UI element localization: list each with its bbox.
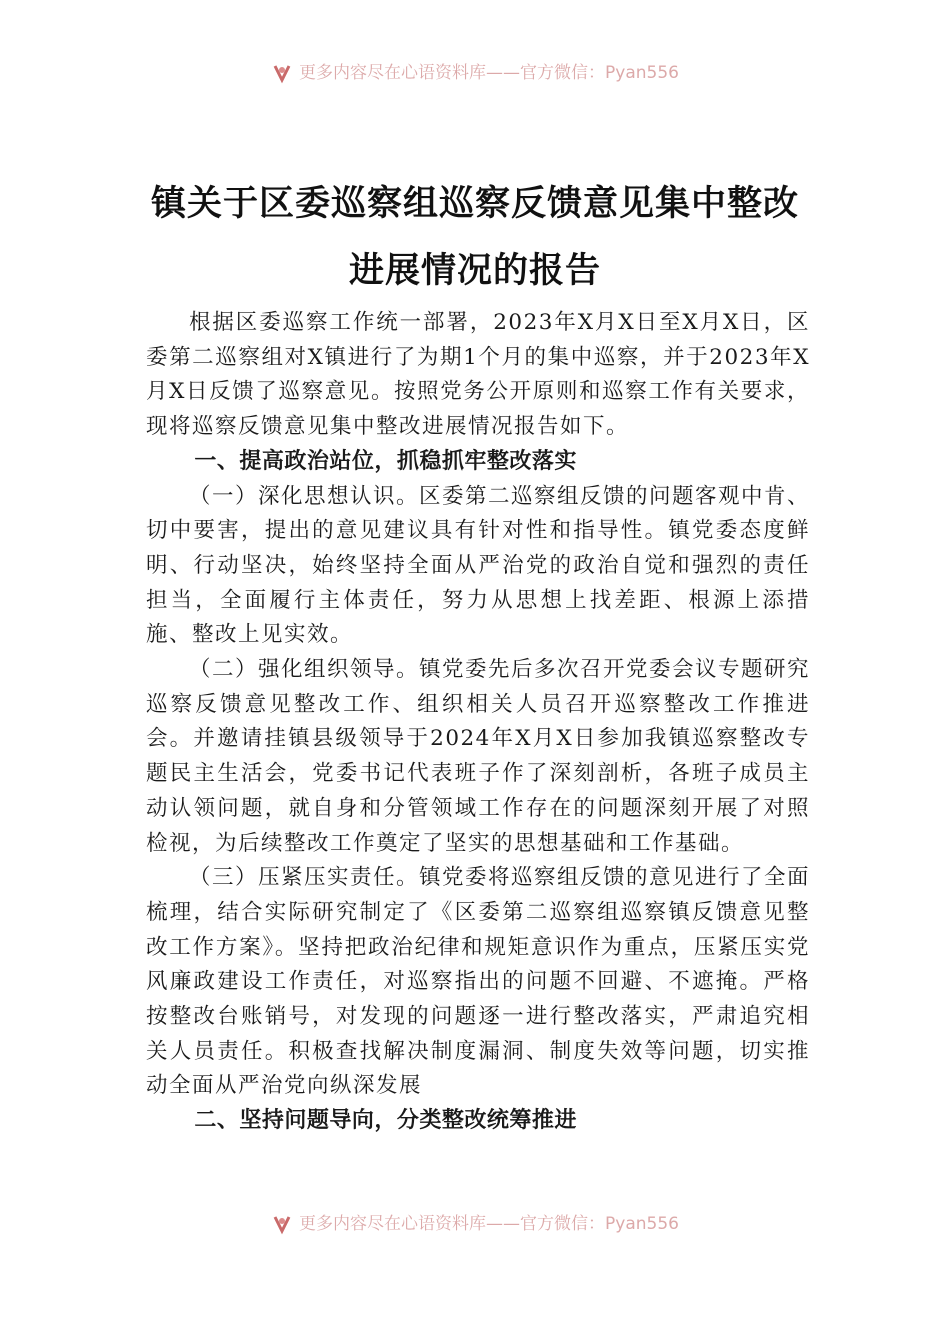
footer-watermark: [0, 1209, 950, 1235]
intro-paragraph: 根据区委巡察工作统一部署，2023年X月X日至X月X日，区委第二巡察组对X镇进行了为期1个月的集中巡察，并于2023年X月X日反馈了巡察意见。按照党务公开原则和巡察工作有关要求，现将巡察反馈意见集中整改进展情况报告如下。: [146, 310, 810, 440]
brand-logo-icon: [271, 62, 293, 84]
section-heading-2: 二、坚持问题导向，分类整改统筹推进: [194, 1108, 577, 1134]
header-watermark: [0, 58, 950, 84]
brand-logo-icon: [271, 1213, 293, 1235]
document-body: [146, 306, 810, 1139]
watermark-text: 更多内容尽在心语资料库——官方微信：Pyan556: [299, 1214, 679, 1234]
document-title-line-2: 进展情况的报告: [348, 251, 601, 291]
watermark-text: 更多内容尽在心语资料库——官方微信：Pyan556: [299, 63, 679, 83]
paragraph-1: （一）深化思想认识。区委第二巡察组反馈的问题客观中肯、切中要害，提出的意见建议具有针对性和指导性。镇党委态度鲜明、行动坚决，始终坚持全面从严治党的政治自觉和强烈的责任担当，全面履行主体责任，努力从思想上找差距、根源上添措施、整改上见实效。: [146, 483, 811, 648]
paragraph-3: （三）压紧压实责任。镇党委将巡察组反馈的意见进行了全面梳理，结合实际研究制定了《区委第二巡察组巡察镇反馈意见整改工作方案》。坚持把政治纪律和规矩意识作为重点，压紧压实党风廉政建设工作责任，对巡察指出的问题不回避、不遮掩。严格按整改台账销号，对发现的问题逐一进行整改落实，严肃追究相关人员责任。积极查找解决制度漏洞、制度失效等问题，切实推动全面从严治党向纵深发展: [146, 865, 811, 1099]
document-title-line-1: 镇关于区委巡察组巡察反馈意见集中整改: [150, 184, 799, 224]
section-heading-1: 一、提高政治站位，抓稳抓牢整改落实: [194, 448, 577, 474]
paragraph-2: （二）强化组织领导。镇党委先后多次召开党委会议专题研究巡察反馈意见整改工作、组织相关人员召开巡察整改工作推进会。并邀请挂镇县级领导于2024年X月X日参加我镇巡察整改专题民主生活会，党委书记代表班子作了深刻剖析，各班子成员主动认领问题，就自身和分管领域工作存在的问题深刻开展了对照检视，为后续整改工作奠定了坚实的思想基础和工作基础。: [146, 657, 811, 856]
